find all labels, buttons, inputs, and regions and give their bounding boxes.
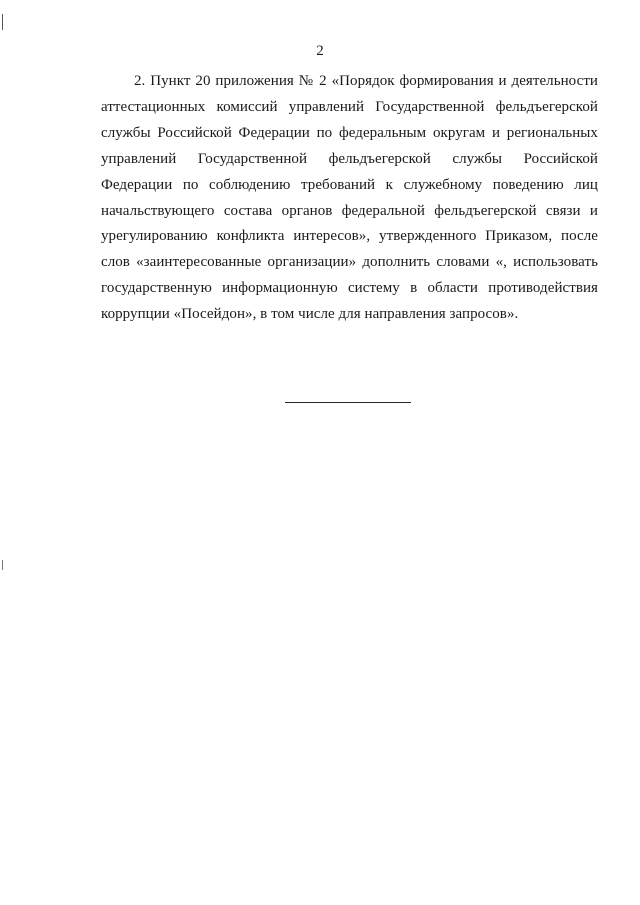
page-number: 2: [316, 43, 324, 59]
end-of-text-rule: [285, 402, 411, 403]
amendment-paragraph: 2. Пункт 20 приложения № 2 «Порядок формирования и деятельности аттестационных комиссий управлений Государственной фельдъегерской службы Российской Федерации по федеральным округам и региональных управлений Государственной фельдъегерской службы Российской Федерации по соблюдению требований к служебному поведению лиц начальствующего состава органов федеральной фельдъегерской связи и урегулированию конфликта интересов», утвержденного Приказом, после слов «заинтересованные организации» дополнить словами «, использовать государственную информационную систему в области противодействия коррупции «Посейдон», в том числе для направления запросов».: [101, 73, 598, 323]
scan-edge-mark: [2, 14, 3, 30]
scan-edge-mark-lower: [2, 560, 3, 570]
